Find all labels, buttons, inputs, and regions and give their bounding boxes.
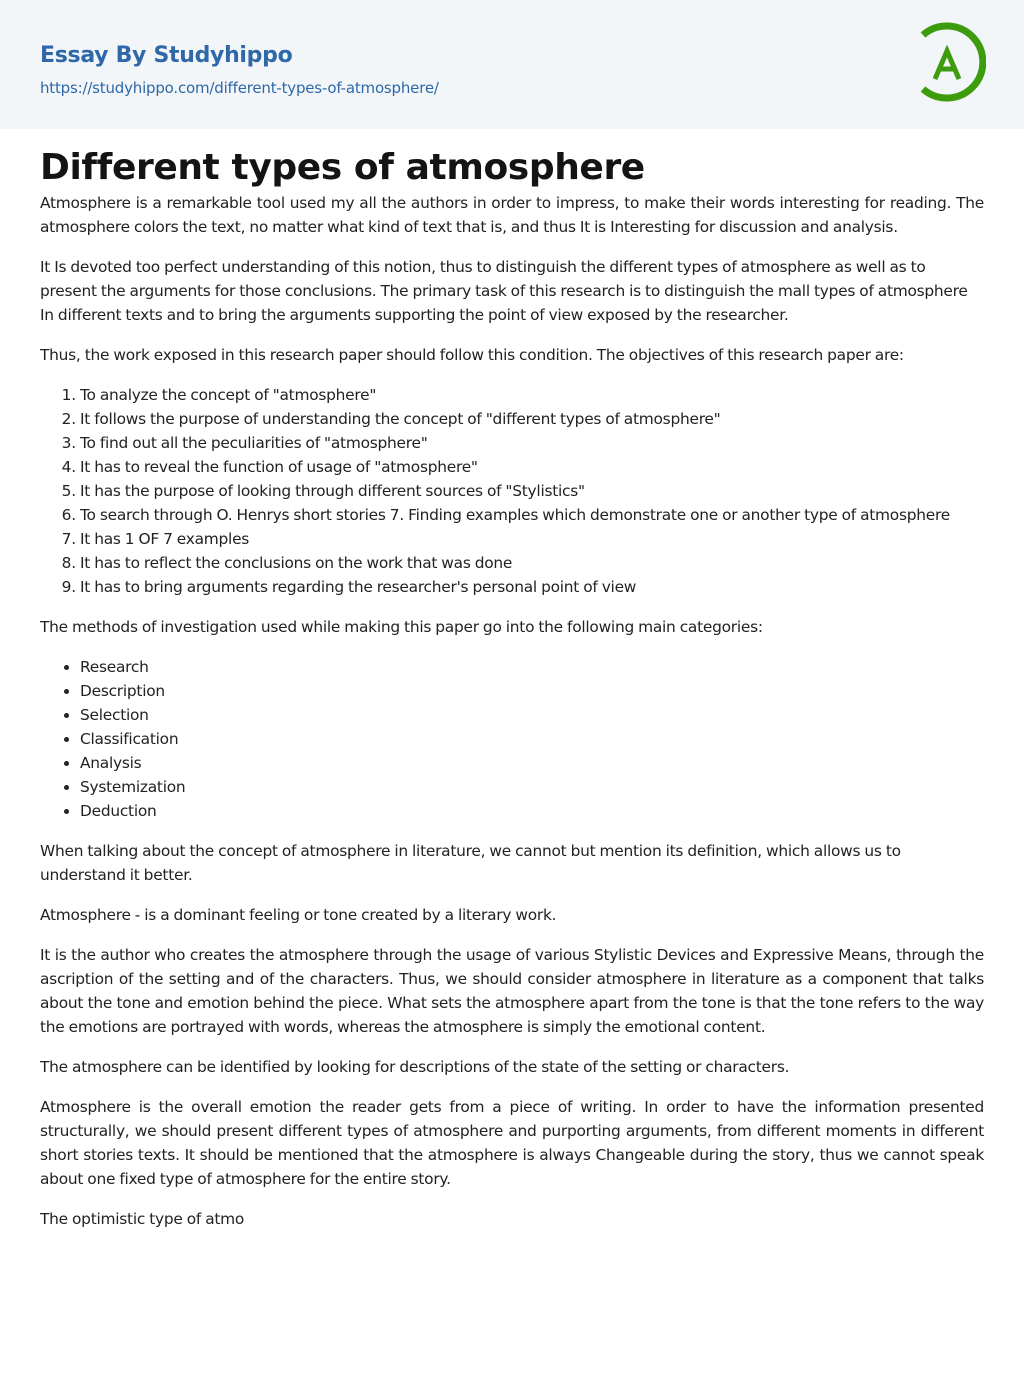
methods-list (40, 655, 984, 823)
list-item: 3. To find out all the peculiarities of "atmosphere" (80, 431, 984, 455)
page-title: Different types of atmosphere (40, 147, 645, 188)
truncated-paragraph: The optimistic type of atmo (40, 1210, 245, 1228)
list-item: 2. It follows the purpose of understanding the concept of "different types of atmosphere" (80, 407, 984, 431)
list-item: • Analysis (80, 751, 984, 775)
list-item: • Selection (80, 703, 984, 727)
definition-paragraph: Atmosphere - is a dominant feeling or tone created by a literary work. (40, 906, 557, 924)
list-item: 9. It has to bring arguments regarding the researcher's personal point of view (80, 575, 984, 599)
methods-intro: The methods of investigation used while making this paper go into the following main categories: (40, 618, 763, 636)
list-item: 1. To analyze the concept of "atmosphere" (80, 383, 984, 407)
intro-paragraph-2: It Is devoted too perfect understanding of this notion, thus to distinguish the different types of atmosphere as well as to present the arguments for those conclusions. The primary task of this research is to distinguish the mall types of atmosphere In different texts and to bring the arguments supporting the point of view exposed by the researcher. (40, 258, 968, 324)
list-item: 7. It has 1 OF 7 examples (80, 527, 984, 551)
list-item: • Description (80, 679, 984, 703)
list-item: • Deduction (80, 799, 984, 823)
body-paragraph-5: Atmosphere is the overall emotion the reader gets from a piece of writing. In order to have the information presented structurally, we should present different types of atmosphere and purporting arguments, from different moments in different short stories texts. It should be mentioned that the atmosphere is always Changeable during the story, thus we cannot speak about one fixed type of atmosphere for the entire story. (40, 1098, 984, 1188)
list-item: 4. It has to reveal the function of usage of "atmosphere" (80, 455, 984, 479)
article (0, 129, 1024, 1231)
list-item: 5. It has the purpose of looking through different sources of "Stylistics" (80, 479, 984, 503)
list-item: • Research (80, 655, 984, 679)
objectives-intro: Thus, the work exposed in this research paper should follow this condition. The objectives of this research paper are: (40, 346, 904, 364)
body-paragraph-1: When talking about the concept of atmosphere in literature, we cannot but mention its definition, which allows us to understand it better. (40, 842, 901, 884)
objectives-list (40, 383, 984, 599)
body-paragraph-4: The atmosphere can be identified by looking for descriptions of the state of the setting or characters. (40, 1058, 790, 1076)
list-item: • Systemization (80, 775, 984, 799)
body-paragraph-3: It is the author who creates the atmosphere through the usage of various Stylistic Devices and Expressive Means, through the ascription of the setting and of the characters. Thus, we should consider atmosphere in literature as a component that talks about the tone and emotion behind the piece. What sets the atmosphere apart from the tone is that the tone refers to the way the emotions are portrayed with words, whereas the atmosphere is simply the emotional content. (40, 946, 984, 1036)
intro-paragraph-1: Atmosphere is a remarkable tool used my all the authors in order to impress, to make their words interesting for reading. The atmosphere colors the text, no matter what kind of text that is, and thus It is Interesting for discussion and analysis. (40, 194, 984, 236)
site-header (0, 0, 1024, 129)
source-url-link[interactable]: https://studyhippo.com/different-types-of-atmosphere/ (40, 79, 439, 97)
list-item: 6. To search through O. Henrys short stories 7. Finding examples which demonstrate one or another type of atmosphere (80, 503, 984, 527)
list-item: • Classification (80, 727, 984, 751)
brand-title: Essay By Studyhippo (40, 43, 293, 68)
studyhippo-logo-icon[interactable] (914, 19, 986, 105)
list-item: 8. It has to reflect the conclusions on the work that was done (80, 551, 984, 575)
